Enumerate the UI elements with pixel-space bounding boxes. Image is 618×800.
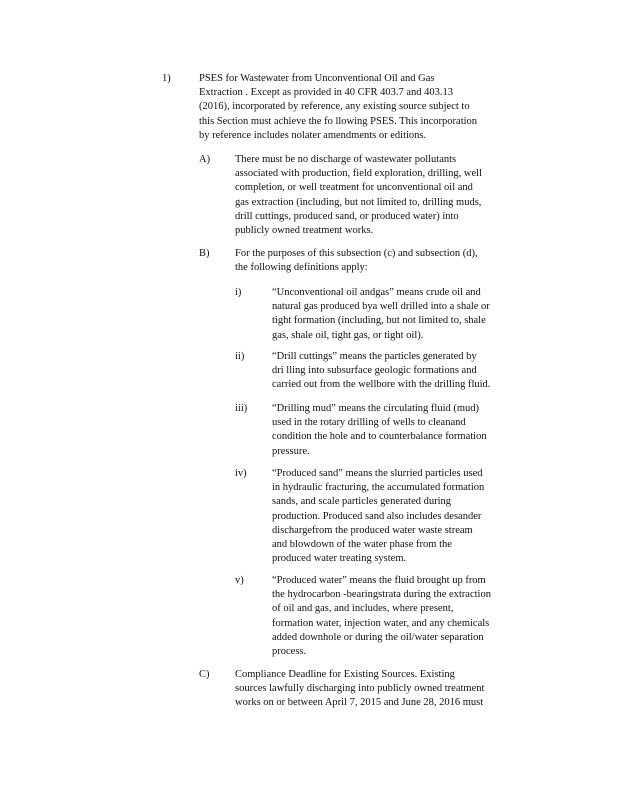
item-a-paragraph: There must be no discharge of wastewater pollutants associated with production, field exploration, drilling, well completion, or well treatment for unconventional oil and gas extraction (including, but not limited to, drilling muds, drill cuttings, produced sand, or produced water) into publicly owned treatment works. bbox=[235, 154, 482, 237]
definition-ii-paragraph: “Drill cuttings” means the particles generated by dri lling into subsurface geologic formations and carried out from the wellbore with the drilling fluid. bbox=[272, 351, 491, 391]
definition-v-marker: v) bbox=[235, 575, 244, 586]
definition-iii-paragraph: “Drilling mud” means the circulating fluid (mud) used in the rotary drilling of wells to cleanand condition the hole and to counterbalance formation pressure. bbox=[272, 403, 487, 457]
definition-i-paragraph: “Unconventional oil andgas” means crude oil and natural gas produced bya well drilled into a shale or tight formation (including, but not limited to, shale gas, shale oil, tight gas, or tight oil). bbox=[272, 287, 490, 341]
section-marker: 1) bbox=[162, 73, 171, 84]
definition-v-paragraph: “Produced water” means the fluid brought up from the hydrocarbon -bearingstrata during the extraction of oil and gas, and includes, where present, formation water, injection water, and any chemicals added downhole or during the oil/water separation process. bbox=[272, 575, 491, 658]
definition-iv-marker: iv) bbox=[235, 468, 247, 479]
definition-i-marker: i) bbox=[235, 287, 242, 298]
definition-iv-paragraph: “Produced sand” means the slurried particles used in hydraulic fracturing, the accumulated formation sands, and scale particles generated during production. Produced sand also includes desander dischargefrom the produced water waste stream and blowdown of the water phase from the produced water treating system. bbox=[272, 468, 485, 565]
item-a-marker: A) bbox=[199, 154, 211, 165]
item-b-paragraph: For the purposes of this subsection (c) and subsection (d), the following definitions apply: bbox=[235, 248, 478, 274]
item-b-marker: B) bbox=[199, 248, 210, 259]
definition-iii-marker: iii) bbox=[235, 403, 248, 414]
item-c-marker: C) bbox=[199, 669, 210, 680]
item-c-paragraph: Compliance Deadline for Existing Sources. Existing sources lawfully discharging into publicly owned treatment works on or between April 7, 2015 and June 28, 2016 must bbox=[235, 669, 485, 709]
definition-ii-marker: ii) bbox=[235, 351, 245, 362]
section-paragraph: PSES for Wastewater from Unconventional Oil and Gas Extraction . Except as provided in 40 CFR 403.7 and 403.13 (2016), incorporated by reference, any existing source subject to this Section must achieve the fo llowing PSES. This incorporation by reference includes nolater amendments or editions. bbox=[199, 73, 478, 141]
